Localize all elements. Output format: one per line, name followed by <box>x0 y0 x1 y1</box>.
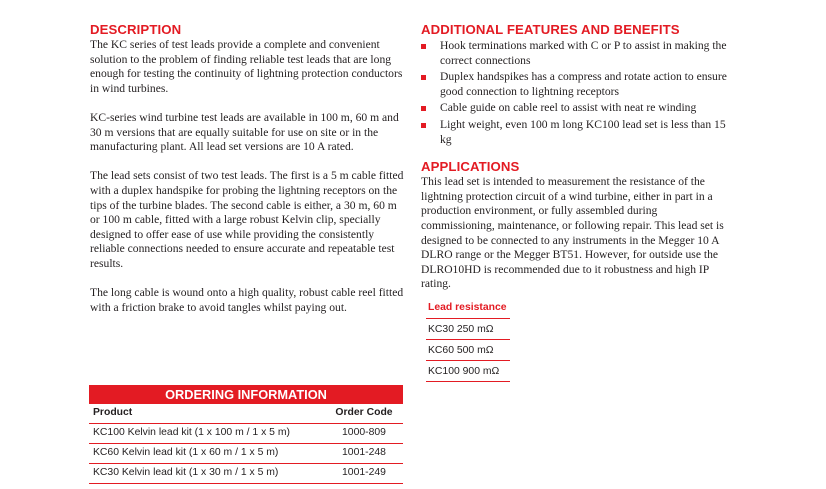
lead-resistance-row: KC30 250 mΩ <box>426 319 510 340</box>
table-row <box>89 443 403 463</box>
order-code-column-header: Order Code <box>335 407 393 418</box>
features-section <box>421 22 731 382</box>
product-cell: KC60 Kelvin lead kit (1 x 60 m / 1 x 5 m) <box>93 447 279 458</box>
lead-resistance-row: KC60 500 mΩ <box>426 340 510 361</box>
order-code-cell: 1000-809 <box>342 427 386 438</box>
description-heading: DESCRIPTION <box>90 22 182 37</box>
applications-text: This lead set is intended to measurement the resistance of the lightning protection circuit of a wind turbine, either in part in a production environment, or fully assembled during commissioning, maintenance, or following repair. This lead set is designed to be connected to any instruments in the Megger 10 A DLRO range or the Megger BT51. However, for outside use the DLRO10HD is recommended due to it robustness and high IP rating. <box>421 175 724 291</box>
red-square-bullet-icon <box>421 106 426 111</box>
description-paragraph-4: The long cable is wound onto a high quality, robust cable reel fitted with a friction brake to avoid tangles whilst paying out. <box>90 286 404 314</box>
red-square-bullet-icon <box>421 75 426 80</box>
red-square-bullet-icon <box>421 44 426 49</box>
ordering-header-row <box>89 404 403 423</box>
table-row <box>89 463 403 483</box>
description-paragraph-2: KC-series wind turbine test leads are available in 100 m, 60 m and 30 m versions that are equally suitable for use on site or in the manufacturing plant. All lead set versions are 10 A rated. <box>90 110 399 154</box>
features-list <box>421 39 731 147</box>
description-section <box>90 22 406 315</box>
lead-resistance-table <box>426 301 510 382</box>
feature-item: Cable guide on cable reel to assist with neat re winding <box>421 101 731 116</box>
lead-resistance-row: KC100 900 mΩ <box>426 361 510 382</box>
ordering-table <box>89 385 403 484</box>
applications-heading: APPLICATIONS <box>421 159 520 175</box>
lead-resistance-heading: Lead resistance <box>426 301 510 319</box>
feature-item: Light weight, even 100 m long KC100 lead set is less than 15 kg <box>421 118 731 147</box>
order-code-cell: 1001-248 <box>342 447 386 458</box>
description-paragraph-1: The KC series of test leads provide a complete and convenient solution to the problem of finding reliable test leads that are long enough for testing the continuity of lightning protection conductors in wind turbines. <box>90 38 403 95</box>
feature-item: Duplex handspikes has a compress and rotate action to ensure good connection to lightning receptors <box>421 70 731 99</box>
description-paragraph-3: The lead sets consist of two test leads. The first is a 5 m cable fitted with a duplex handspike for probing the lightning receptors on the tips of the turbine blades. The second cable is either, a 30 m, 60 m or 100 m cable, fitted with a large robust Kelvin clip, specially designed to offer ease of use while providing the consistently reliable connections needed to ensure accurate and repeatable test results. <box>90 169 404 270</box>
ordering-title: ORDERING INFORMATION <box>89 385 403 404</box>
product-column-header: Product <box>93 407 133 418</box>
product-cell: KC100 Kelvin lead kit (1 x 100 m / 1 x 5 m) <box>93 427 290 438</box>
product-cell: KC30 Kelvin lead kit (1 x 30 m / 1 x 5 m) <box>93 467 279 478</box>
feature-item: Hook terminations marked with C or P to assist in making the correct connections <box>421 39 731 68</box>
features-heading: ADDITIONAL FEATURES AND BENEFITS <box>421 22 680 37</box>
order-code-cell: 1001-249 <box>342 467 386 478</box>
red-square-bullet-icon <box>421 123 426 128</box>
table-row <box>89 423 403 443</box>
